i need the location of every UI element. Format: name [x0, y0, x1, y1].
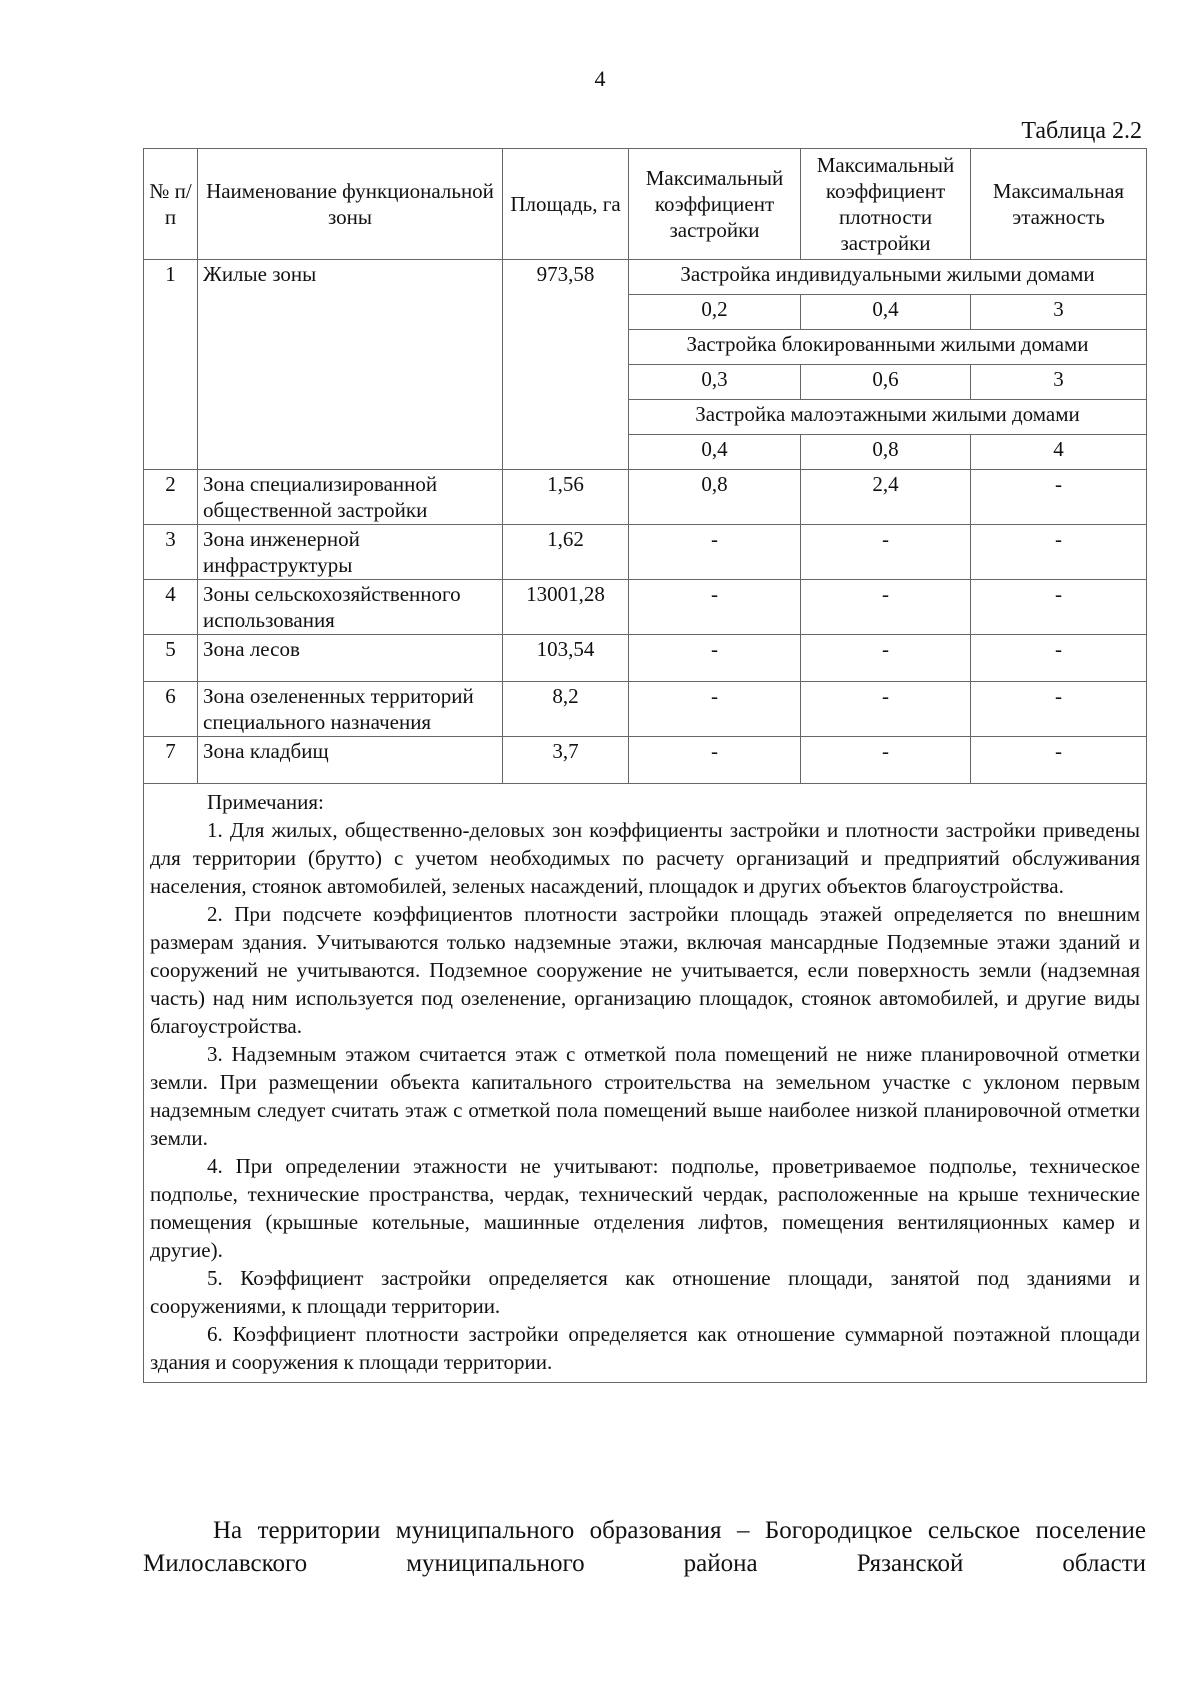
table-row — [144, 580, 1147, 635]
row-coef: - — [629, 525, 801, 580]
note-item: 1. Для жилых, общественно-деловых зон коэффициенты застройки и плотности застройки приведены для территории (брутто) с учетом необходимых по расчету организаций и предприятий обслуживания населения, стоянок автомобилей, зеленых насаждений, площадок и других объектов благоустройства. — [150, 818, 1140, 898]
row-coef: - — [629, 635, 801, 682]
row-floors: - — [971, 580, 1147, 635]
row-coef: - — [629, 580, 801, 635]
row-area: 1,62 — [503, 525, 629, 580]
row-floors: - — [971, 470, 1147, 525]
notes-cell — [144, 784, 1147, 1383]
row-num: 6 — [144, 682, 198, 737]
row-name: Жилые зоны — [198, 260, 503, 470]
row-floors: - — [971, 635, 1147, 682]
table-row — [144, 737, 1147, 784]
table-row — [144, 470, 1147, 525]
row-area: 13001,28 — [503, 580, 629, 635]
zones-table — [143, 148, 1147, 1383]
table-row — [144, 682, 1147, 737]
row-name: Зона кладбищ — [198, 737, 503, 784]
header-max-floors: Максимальная этажность — [971, 149, 1147, 260]
table-row — [144, 260, 1147, 295]
row-density: - — [801, 525, 971, 580]
row-density: 2,4 — [801, 470, 971, 525]
row-coef: 0,2 — [629, 295, 801, 330]
row-area: 103,54 — [503, 635, 629, 682]
table-caption: Таблица 2.2 — [1021, 118, 1142, 144]
header-max-coef: Максимальный коэффициент застройки — [629, 149, 801, 260]
row-density: - — [801, 682, 971, 737]
row-name: Зоны сельскохозяйственного использования — [198, 580, 503, 635]
row-coef: 0,3 — [629, 365, 801, 400]
row-floors: 3 — [971, 295, 1147, 330]
subtype-title: Застройка индивидуальными жилыми домами — [629, 260, 1147, 295]
notes-title: Примечания: — [207, 790, 324, 814]
header-name: Наименование функциональной зоны — [198, 149, 503, 260]
row-coef: 0,4 — [629, 435, 801, 470]
note-item: 5. Коэффициент застройки определяется как отношение площади, занятой под зданиями и сооружениями, к площади территории. — [150, 1266, 1140, 1318]
row-density: - — [801, 635, 971, 682]
row-density: 0,4 — [801, 295, 971, 330]
row-num: 3 — [144, 525, 198, 580]
table-header-row — [144, 149, 1147, 260]
row-density: - — [801, 580, 971, 635]
row-density: - — [801, 737, 971, 784]
header-max-density: Максимальный коэффициент плотности застройки — [801, 149, 971, 260]
row-num: 5 — [144, 635, 198, 682]
notes-row — [144, 784, 1147, 1383]
row-num: 7 — [144, 737, 198, 784]
row-floors: 3 — [971, 365, 1147, 400]
row-area: 3,7 — [503, 737, 629, 784]
subtype-title: Застройка малоэтажными жилыми домами — [629, 400, 1147, 435]
header-num: № п/п — [144, 149, 198, 260]
row-coef: - — [629, 737, 801, 784]
note-item: 6. Коэффициент плотности застройки определяется как отношение суммарной поэтажной площади здания и сооружения к площади территории. — [150, 1322, 1140, 1374]
row-area: 1,56 — [503, 470, 629, 525]
row-area: 8,2 — [503, 682, 629, 737]
body-paragraph: На территории муниципального образования – Богородицкое сельское поселение Милославского муниципального района Рязанской области — [143, 1517, 1146, 1577]
note-item: 2. При подсчете коэффициентов плотности застройки площадь этажей определяется по внешним размерам здания. Учитываются только надземные этажи, включая мансардные Подземные этажи зданий и сооружений не учитываются. Подземное сооружение не учитывается, если поверхность земли (надземная часть) над ним используется под озеленение, организацию площадок, стоянок автомобилей, и другие виды благоустройства. — [150, 902, 1140, 1038]
row-floors: - — [971, 737, 1147, 784]
row-coef: - — [629, 682, 801, 737]
row-name: Зона озелененных территорий специального назначения — [198, 682, 503, 737]
row-num: 2 — [144, 470, 198, 525]
row-coef: 0,8 — [629, 470, 801, 525]
row-num: 4 — [144, 580, 198, 635]
row-floors: 4 — [971, 435, 1147, 470]
row-name: Зона лесов — [198, 635, 503, 682]
row-name: Зона специализированной общественной застройки — [198, 470, 503, 525]
table-row — [144, 525, 1147, 580]
row-num: 1 — [144, 260, 198, 470]
note-item: 3. Надземным этажом считается этаж с отметкой пола помещений не ниже планировочной отметки земли. При размещении объекта капитального строительства на земельном участке с уклоном первым надземным следует считать этаж с отметкой пола помещений выше наиболее низкой планировочной отметки земли. — [150, 1042, 1140, 1150]
subtype-title: Застройка блокированными жилыми домами — [629, 330, 1147, 365]
row-floors: - — [971, 525, 1147, 580]
table-row — [144, 635, 1147, 682]
row-area: 973,58 — [503, 260, 629, 470]
row-density: 0,8 — [801, 435, 971, 470]
note-item: 4. При определении этажности не учитывают: подполье, проветриваемое подполье, техническое подполье, технические пространства, чердак, технический чердак, расположенные на крыше технические помещения (крышные котельные, машинные отделения лифтов, помещения вентиляционных камер и другие). — [150, 1154, 1140, 1262]
row-floors: - — [971, 682, 1147, 737]
row-name: Зона инженерной инфраструктуры — [198, 525, 503, 580]
header-area: Площадь, га — [503, 149, 629, 260]
page-number: 4 — [594, 66, 606, 91]
row-density: 0,6 — [801, 365, 971, 400]
